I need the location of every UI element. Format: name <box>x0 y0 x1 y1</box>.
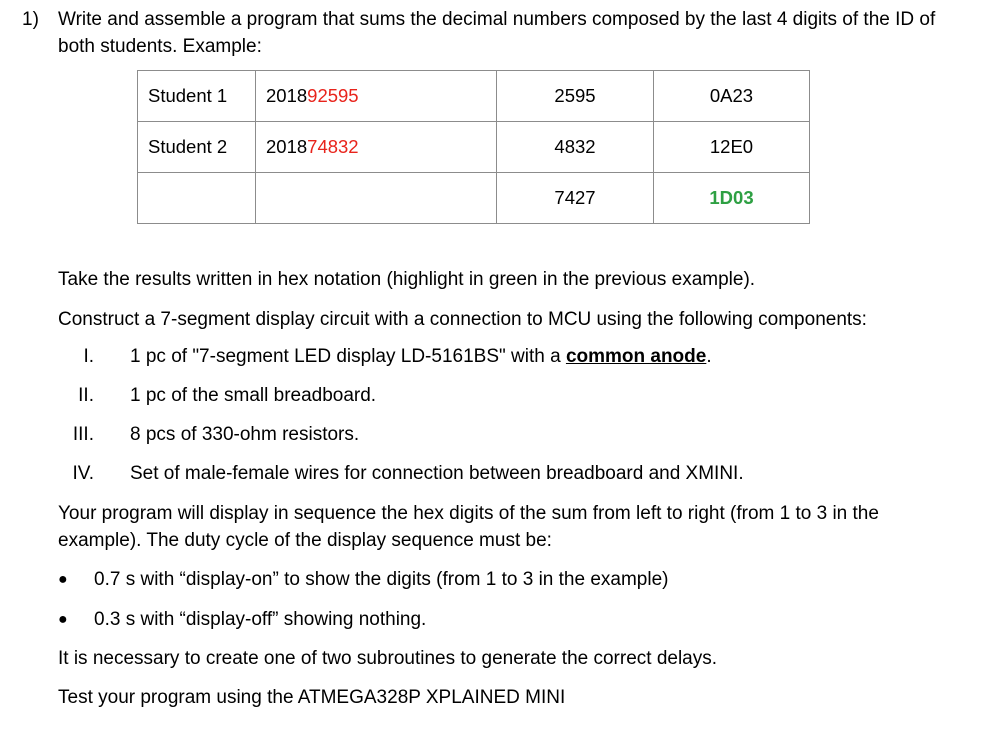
question-number: 1) <box>22 9 39 30</box>
component-text-end: . <box>706 346 712 367</box>
bullet-text: 0.3 s with “display-off” showing nothing. <box>94 609 427 630</box>
list-item-text <box>130 343 712 370</box>
list-numeral: IV. <box>72 463 94 484</box>
component-text: Set of male-female wires for connection between breadboard and XMINI. <box>130 463 744 484</box>
hex-cell: 12E0 <box>654 122 810 173</box>
bullet-icon: ● <box>58 571 68 588</box>
list-numeral: I. <box>83 346 94 367</box>
sum-decimal-cell: 7427 <box>497 173 654 224</box>
sum-hex-cell: 1D03 <box>654 173 810 224</box>
hex-cell: 0A23 <box>654 71 810 122</box>
program-paragraph: Your program will display in sequence the hex digits of the sum from left to right (from 1 to 3 in the example). The duty cycle of the display sequence must be: <box>58 503 879 551</box>
id-prefix: 2018 <box>266 85 308 106</box>
student-label-cell: Student 1 <box>138 71 256 122</box>
student-id-cell <box>256 122 497 173</box>
list-numeral: II. <box>78 385 94 406</box>
table-row <box>138 173 810 224</box>
empty-id-cell <box>256 173 497 224</box>
decimal-cell: 2595 <box>497 71 654 122</box>
question-header <box>22 6 962 60</box>
subroutines-paragraph: It is necessary to create one of two subroutines to generate the correct delays. <box>58 648 718 669</box>
list-numeral: III. <box>72 424 94 445</box>
table-row <box>138 71 810 122</box>
component-text: 1 pc of the small breadboard. <box>130 385 377 406</box>
construct-paragraph: Construct a 7-segment display circuit with a connection to MCU using the following components: <box>58 309 867 330</box>
component-text: 8 pcs of 330-ohm resistors. <box>130 424 360 445</box>
emphasis-text: common anode <box>565 346 707 367</box>
id-suffix-highlight: 74832 <box>307 136 359 157</box>
bullet-text: 0.7 s with “display-on” to show the digits (from 1 to 3 in the example) <box>94 569 669 590</box>
decimal-cell: 4832 <box>497 122 654 173</box>
question-text: Write and assemble a program that sums the decimal numbers composed by the last 4 digits of the ID of both students. Example: <box>58 9 936 57</box>
hex-note-paragraph: Take the results written in hex notation (highlight in green in the previous example). <box>58 269 756 290</box>
id-suffix-highlight: 92595 <box>307 85 359 106</box>
list-item-text <box>130 460 744 487</box>
example-table <box>137 70 810 224</box>
test-paragraph: Test your program using the ATMEGA328P XPLAINED MINI <box>58 687 566 708</box>
bullet-icon: ● <box>58 611 68 628</box>
table-row <box>138 122 810 173</box>
list-item-text <box>130 421 359 448</box>
list-item-text <box>130 382 376 409</box>
student-label-cell: Student 2 <box>138 122 256 173</box>
component-text: 1 pc of "7-segment LED display LD-5161BS" with a <box>130 346 566 367</box>
id-prefix: 2018 <box>266 136 308 157</box>
empty-label-cell <box>138 173 256 224</box>
student-id-cell <box>256 71 497 122</box>
